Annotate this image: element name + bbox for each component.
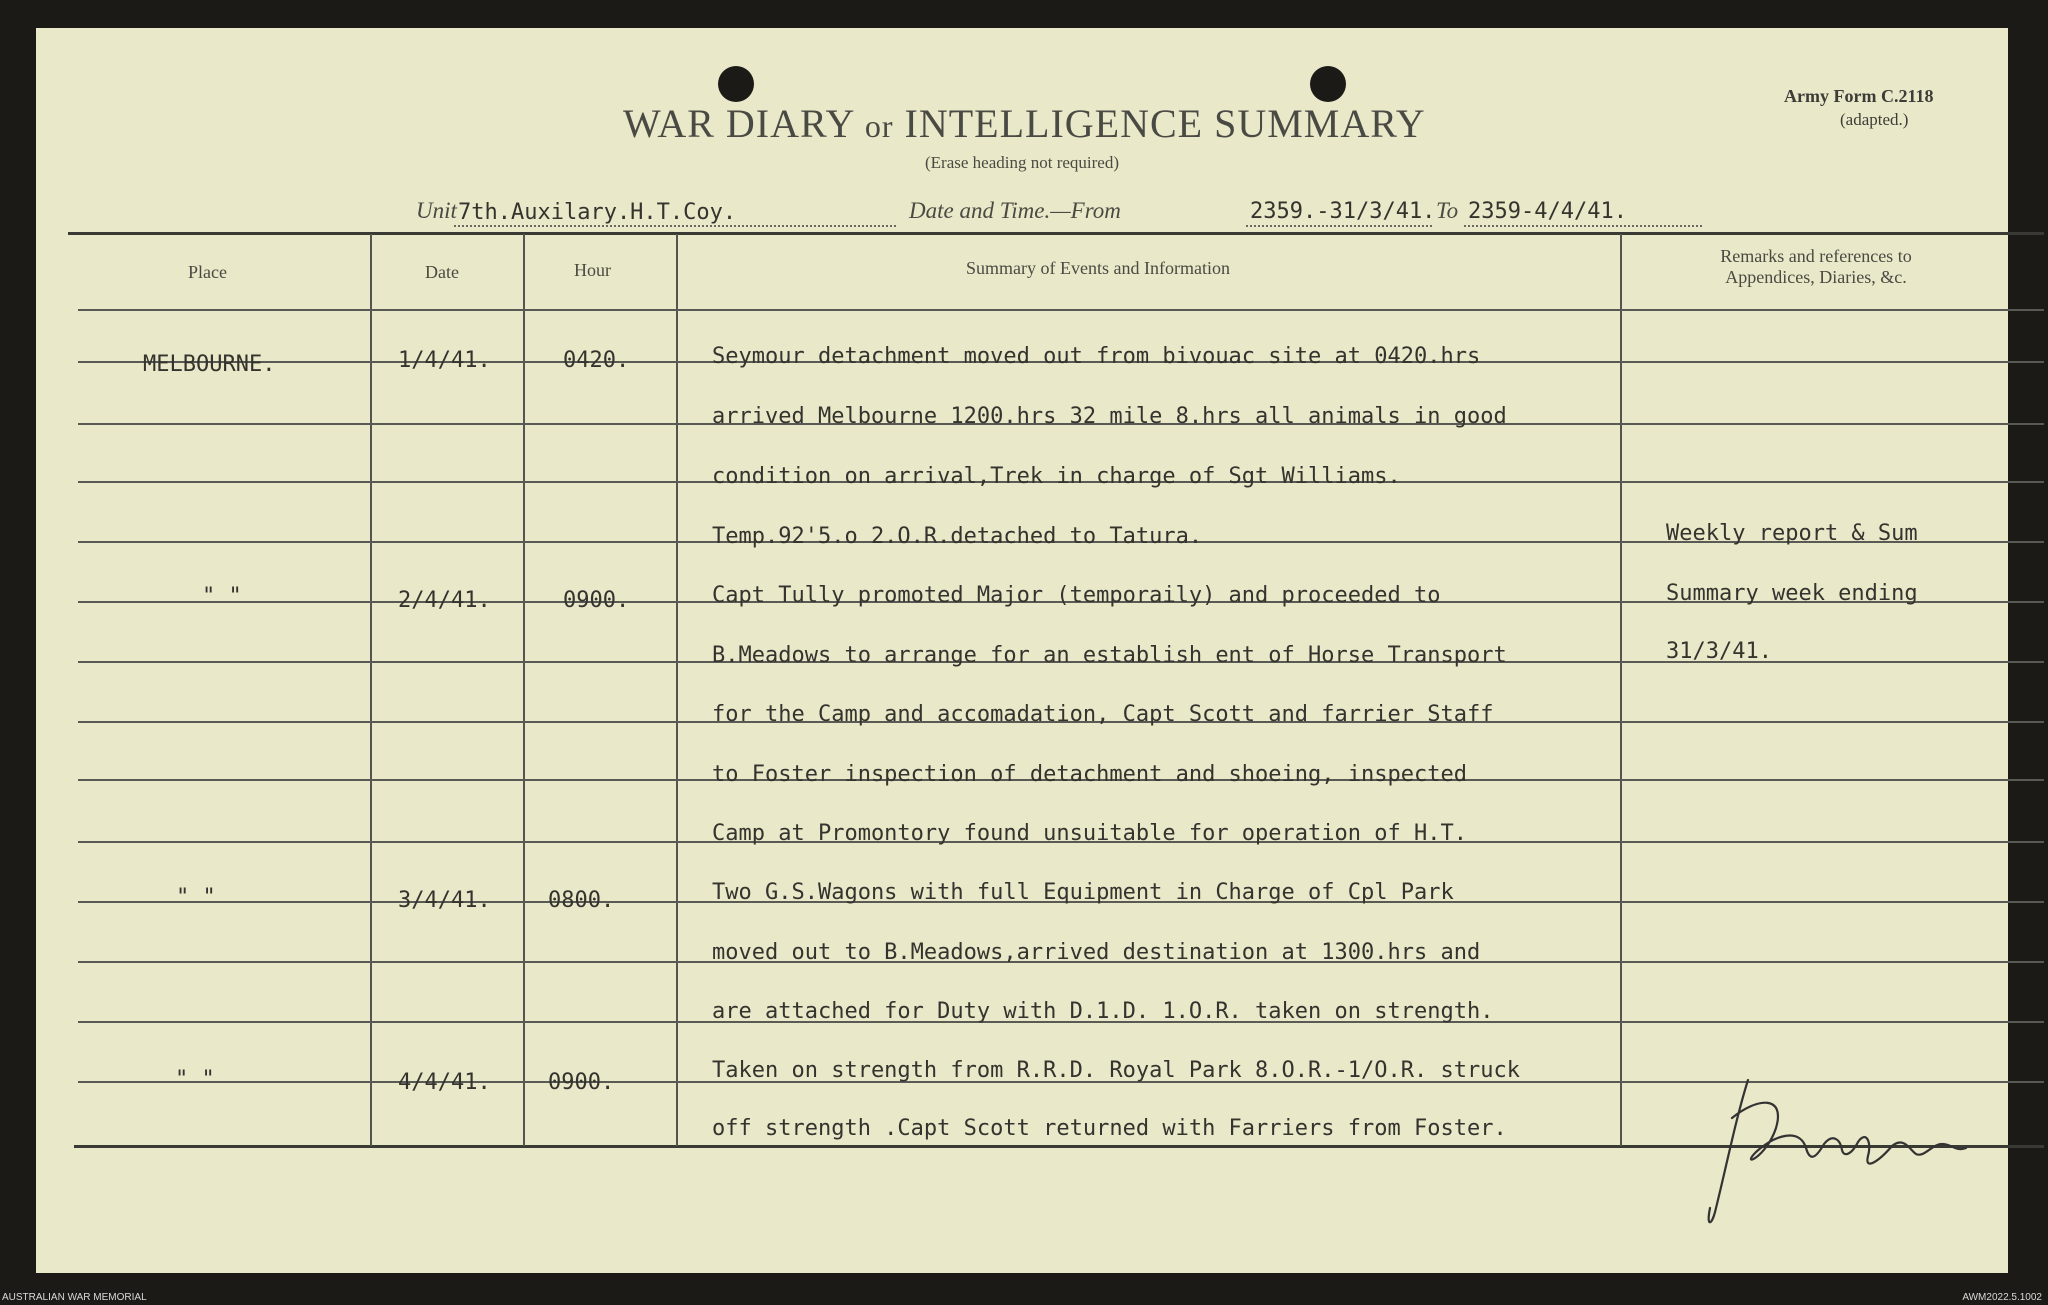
entry-3-place: " " [176, 885, 216, 910]
summary-line: Taken on strength from R.R.D. Royal Park 8.O.R.-1/O.R. struck [712, 1058, 1520, 1083]
from-value: 2359.-31/3/41. [1250, 199, 1436, 224]
summary-line: Capt Tully promoted Major (temporaily) and proceeded to [712, 583, 1441, 608]
remarks-line: Summary week ending [1666, 581, 1918, 606]
form-title: WAR DIARY or INTELLIGENCE SUMMARY [623, 101, 1426, 146]
punch-hole-right [1310, 66, 1346, 102]
army-form-number: Army Form C.2118 [1784, 86, 1934, 106]
summary-line: Two G.S.Wagons with full Equipment in Charge of Cpl Park [712, 880, 1454, 905]
entry-3-hour: 0800. [548, 888, 615, 913]
unit-value: 7th.Auxilary.H.T.Coy. [458, 200, 737, 225]
diary-page [36, 28, 2008, 1273]
header-rule [78, 309, 2044, 311]
column-divider-place [370, 234, 372, 1146]
punch-hole-left [718, 66, 754, 102]
column-divider-hour [676, 234, 678, 1146]
date-time-label: Date and Time.—From [909, 198, 1121, 223]
column-header-date: Date [425, 262, 459, 282]
footer-left: AUSTRALIAN WAR MEMORIAL [2, 1292, 147, 1303]
summary-line: Seymour detachment moved out from bivouac site at 0420.hrs [712, 344, 1481, 369]
summary-line: condition on arrival,Trek in charge of Sgt Williams. [712, 464, 1401, 489]
column-header-summary: Summary of Events and Information [966, 258, 1230, 278]
footer-right: AWM2022.5.1002 [1962, 1292, 2042, 1303]
entry-1-hour: 0420. [563, 348, 630, 373]
to-label: To [1436, 198, 1459, 223]
unit-label: Unit [416, 198, 457, 223]
entry-2-place: " " [202, 584, 242, 609]
entry-1-date: 1/4/41. [398, 348, 491, 373]
entry-1-place: MELBOURNE. [143, 352, 276, 377]
handwritten-signature [1696, 1058, 1986, 1238]
summary-line: Camp at Promontory found unsuitable for operation of H.T. [712, 821, 1467, 846]
summary-line: B.Meadows to arrange for an establish ent of Horse Transport [712, 643, 1507, 668]
to-dotted-line [1464, 225, 1702, 227]
summary-line: Temp.92'5.o 2.O.R.detached to Tatura. [712, 524, 1203, 549]
summary-line: to Foster inspection of detachment and shoeing, inspected [712, 762, 1467, 787]
army-form-adapted: (adapted.) [1840, 110, 1909, 129]
entry-3-date: 3/4/41. [398, 888, 491, 913]
entry-4-date: 4/4/41. [398, 1070, 491, 1095]
form-subtitle: (Erase heading not required) [925, 153, 1119, 172]
to-value: 2359-4/4/41. [1468, 199, 1627, 224]
column-divider-date [523, 234, 525, 1146]
remarks-line: 31/3/41. [1666, 639, 1772, 664]
entry-4-place: " " [175, 1067, 215, 1092]
summary-line: for the Camp and accomadation, Capt Scott and farrier Staff [712, 702, 1494, 727]
remarks-line: Weekly report & Sum [1666, 521, 1918, 546]
summary-line: arrived Melbourne 1200.hrs 32 mile 8.hrs all animals in good [712, 404, 1507, 429]
column-header-remarks: Remarks and references to Appendices, Diaries, &c. [1720, 246, 1912, 287]
summary-line: are attached for Duty with D.1.D. 1.O.R. taken on strength. [712, 999, 1494, 1024]
column-header-hour: Hour [574, 260, 611, 280]
entry-2-hour: 0900. [563, 588, 630, 613]
table-top-rule [68, 232, 2044, 235]
summary-line: moved out to B.Meadows,arrived destination at 1300.hrs and [712, 940, 1481, 965]
unit-dotted-line [454, 225, 896, 227]
entry-4-hour: 0900. [548, 1070, 615, 1095]
summary-line: off strength .Capt Scott returned with Farriers from Foster. [712, 1116, 1507, 1141]
column-header-place: Place [188, 262, 227, 282]
column-divider-summary [1620, 234, 1622, 1146]
from-dotted-line [1246, 225, 1432, 227]
entry-2-date: 2/4/41. [398, 588, 491, 613]
